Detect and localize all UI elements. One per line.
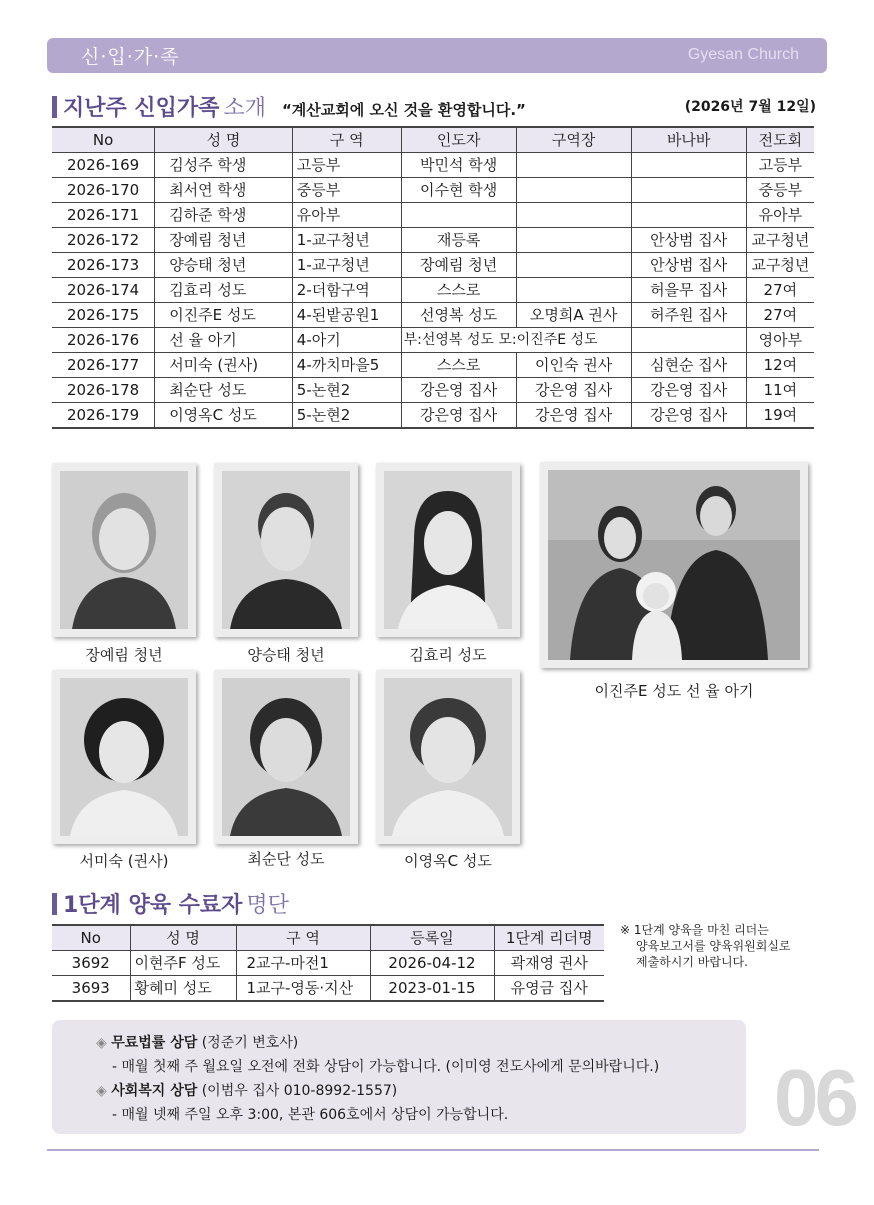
cell: 고등부 bbox=[746, 153, 814, 178]
cell: 2026-173 bbox=[52, 253, 155, 278]
cell: 2026-04-12 bbox=[370, 951, 494, 976]
portrait-photo bbox=[376, 670, 520, 844]
cell: 유아부 bbox=[746, 203, 814, 228]
family-photo-icon bbox=[548, 470, 800, 660]
photo-caption: 최순단 성도 bbox=[247, 850, 325, 868]
portrait-photo bbox=[376, 463, 520, 637]
section-label: 신·입·가·족 bbox=[81, 46, 180, 68]
cell bbox=[631, 203, 746, 228]
cell: 교구청년 bbox=[746, 253, 814, 278]
graduates-note bbox=[620, 922, 791, 970]
cell bbox=[631, 328, 746, 353]
cell: 1-교구청년 bbox=[292, 253, 401, 278]
table-row bbox=[52, 203, 814, 228]
cell: 2026-178 bbox=[52, 378, 155, 403]
cell: 최순단 성도 bbox=[155, 378, 293, 403]
note-line: 양육보고서를 양육위원회실로 bbox=[636, 939, 791, 953]
cell bbox=[401, 203, 516, 228]
cell: 2026-174 bbox=[52, 278, 155, 303]
cell: 영아부 bbox=[746, 328, 814, 353]
photo-caption: 이영옥C 성도 bbox=[404, 852, 492, 870]
cell bbox=[631, 178, 746, 203]
table-row bbox=[52, 278, 814, 303]
portrait-photo-icon bbox=[384, 678, 512, 836]
col-district: 구 역 bbox=[292, 127, 401, 153]
cell: 5-논현2 bbox=[292, 378, 401, 403]
photo-caption: 이진주E 성도 선 율 아기 bbox=[594, 682, 754, 700]
legal-detail: - 매월 첫째 주 월요일 오전에 전화 상담이 가능합니다. (이미영 전도사에게 문의바랍니다.) bbox=[112, 1059, 660, 1075]
counseling-info-box bbox=[52, 1020, 746, 1134]
col-no: No bbox=[52, 127, 155, 153]
date-note: (2026년 7월 12일) bbox=[684, 99, 816, 115]
cell: 2026-176 bbox=[52, 328, 155, 353]
cell: 오명희A 권사 bbox=[516, 303, 631, 328]
cell: 강은영 집사 bbox=[516, 378, 631, 403]
portrait-photo-icon bbox=[60, 678, 188, 836]
col-no: No bbox=[52, 925, 130, 951]
cell: 장예림 청년 bbox=[401, 253, 516, 278]
cell: 장예림 청년 bbox=[155, 228, 293, 253]
welcome-message: “계산교회에 오신 것을 환영합니다.” bbox=[281, 101, 526, 119]
cell: 강은영 집사 bbox=[401, 378, 516, 403]
cell: 11여 bbox=[746, 378, 814, 403]
cell: 3692 bbox=[52, 951, 130, 976]
cell: 이현주F 성도 bbox=[130, 951, 236, 976]
title-light: 명단 bbox=[246, 893, 289, 918]
diamond-bullet-icon: ◈ bbox=[96, 1083, 107, 1099]
col-mission: 전도회 bbox=[746, 127, 814, 153]
portrait-photo-icon bbox=[222, 471, 350, 629]
family-photo bbox=[540, 462, 808, 668]
cell: 2023-01-15 bbox=[370, 976, 494, 1002]
cell: 선영복 성도 bbox=[401, 303, 516, 328]
cell: 고등부 bbox=[292, 153, 401, 178]
photo-caption: 서미숙 (권사) bbox=[79, 852, 169, 870]
cell: 4-된밭공원1 bbox=[292, 303, 401, 328]
church-name: Gyesan Church bbox=[687, 46, 799, 63]
cell: 안상범 집사 bbox=[631, 228, 746, 253]
cell: 2026-172 bbox=[52, 228, 155, 253]
cell: 2026-179 bbox=[52, 403, 155, 429]
new-members-table bbox=[52, 126, 814, 429]
welfare-title: 사회복지 상담 bbox=[111, 1083, 198, 1099]
cell: 선 율 아기 bbox=[155, 328, 293, 353]
title-bar bbox=[52, 96, 57, 118]
table-row bbox=[52, 976, 604, 1002]
cell: 최서연 학생 bbox=[155, 178, 293, 203]
cell: 19여 bbox=[746, 403, 814, 429]
cell: 교구청년 bbox=[746, 228, 814, 253]
cell: 허주원 집사 bbox=[631, 303, 746, 328]
cell: 3693 bbox=[52, 976, 130, 1002]
note-line: 제출하시기 바랍니다. bbox=[636, 955, 748, 969]
cell: 중등부 bbox=[292, 178, 401, 203]
cell bbox=[516, 278, 631, 303]
table-header-row bbox=[52, 127, 814, 153]
cell: 양승태 청년 bbox=[155, 253, 293, 278]
cell: 2026-169 bbox=[52, 153, 155, 178]
table-row bbox=[52, 378, 814, 403]
bottom-rule bbox=[47, 1149, 819, 1151]
portrait-photo bbox=[52, 670, 196, 844]
portrait-photo-icon bbox=[384, 471, 512, 629]
col-district: 구 역 bbox=[236, 925, 370, 951]
cell: 박민석 학생 bbox=[401, 153, 516, 178]
graduates-title bbox=[52, 888, 289, 919]
diamond-bullet-icon: ◈ bbox=[96, 1035, 107, 1051]
cell: 1교구-영동·지산 bbox=[236, 976, 370, 1002]
cell: 12여 bbox=[746, 353, 814, 378]
legal-title: 무료법률 상담 bbox=[111, 1035, 198, 1051]
cell: 스스로 bbox=[401, 353, 516, 378]
col-barnabas: 바나바 bbox=[631, 127, 746, 153]
photo-caption: 김효리 성도 bbox=[409, 646, 487, 664]
portrait-photo-icon bbox=[60, 471, 188, 629]
cell: 김효리 성도 bbox=[155, 278, 293, 303]
photo-caption: 장예림 청년 bbox=[85, 646, 163, 664]
cell: 5-논현2 bbox=[292, 403, 401, 429]
welfare-person: (이범우 집사 010-8992-1557) bbox=[197, 1083, 398, 1099]
table-row bbox=[52, 153, 814, 178]
portrait-photo-icon bbox=[222, 678, 350, 836]
cell: 4-까치마을5 bbox=[292, 353, 401, 378]
cell bbox=[516, 178, 631, 203]
col-leader: 구역장 bbox=[516, 127, 631, 153]
cell: 서미숙 (권사) bbox=[155, 353, 293, 378]
header-bar bbox=[47, 38, 827, 73]
page-number: 06 bbox=[774, 1053, 855, 1142]
cell: 27여 bbox=[746, 303, 814, 328]
cell: 김성주 학생 bbox=[155, 153, 293, 178]
title-light: 소개 bbox=[223, 96, 266, 121]
legal-person: (정준기 변호사) bbox=[197, 1035, 299, 1051]
cell: 강은영 집사 bbox=[631, 403, 746, 429]
cell: 이인숙 권사 bbox=[516, 353, 631, 378]
cell: 강은영 집사 bbox=[516, 403, 631, 429]
cell bbox=[516, 228, 631, 253]
cell: 안상범 집사 bbox=[631, 253, 746, 278]
cell: 김하준 학생 bbox=[155, 203, 293, 228]
cell: 재등록 bbox=[401, 228, 516, 253]
cell: 심현순 집사 bbox=[631, 353, 746, 378]
col-name: 성 명 bbox=[130, 925, 236, 951]
cell: 2026-177 bbox=[52, 353, 155, 378]
cell: 1-교구청년 bbox=[292, 228, 401, 253]
cell: 2026-171 bbox=[52, 203, 155, 228]
title-bar bbox=[52, 893, 57, 915]
cell: 이영옥C 성도 bbox=[155, 403, 293, 429]
col-registered: 등록일 bbox=[370, 925, 494, 951]
cell bbox=[516, 203, 631, 228]
col-leader: 1단계 리더명 bbox=[494, 925, 604, 951]
cell: 이진주E 성도 bbox=[155, 303, 293, 328]
title-bold: 지난주 신입가족 bbox=[63, 96, 220, 121]
table-row bbox=[52, 403, 814, 429]
col-guide: 인도자 bbox=[401, 127, 516, 153]
cell: 곽재영 권사 bbox=[494, 951, 604, 976]
cell bbox=[516, 153, 631, 178]
table-row bbox=[52, 951, 604, 976]
table-header-row bbox=[52, 925, 604, 951]
cell: 유영금 집사 bbox=[494, 976, 604, 1002]
cell: 스스로 bbox=[401, 278, 516, 303]
cell: 2026-170 bbox=[52, 178, 155, 203]
table-row bbox=[52, 178, 814, 203]
cell: 이수현 학생 bbox=[401, 178, 516, 203]
table-row bbox=[52, 353, 814, 378]
cell: 강은영 집사 bbox=[401, 403, 516, 429]
welfare-detail: - 매월 넷째 주일 오후 3:00, 본관 606호에서 상담이 가능합니다. bbox=[112, 1107, 509, 1123]
cell: 2교구-마전1 bbox=[236, 951, 370, 976]
col-name: 성 명 bbox=[155, 127, 293, 153]
table-row bbox=[52, 303, 814, 328]
cell: 27여 bbox=[746, 278, 814, 303]
cell-parents: 부:선영복 성도 모:이진주E 성도 bbox=[401, 328, 631, 353]
portrait-photo bbox=[214, 670, 358, 844]
graduates-table bbox=[52, 924, 604, 1002]
cell: 황혜미 성도 bbox=[130, 976, 236, 1002]
cell: 2026-175 bbox=[52, 303, 155, 328]
cell: 유아부 bbox=[292, 203, 401, 228]
cell: 강은영 집사 bbox=[631, 378, 746, 403]
title-bold: 1단계 양육 수료자 bbox=[63, 893, 243, 918]
portrait-photo bbox=[214, 463, 358, 637]
portrait-photo bbox=[52, 463, 196, 637]
new-members-title bbox=[52, 91, 526, 122]
cell bbox=[631, 153, 746, 178]
cell: 4-아기 bbox=[292, 328, 401, 353]
welfare-counsel-line bbox=[96, 1080, 397, 1100]
table-row bbox=[52, 228, 814, 253]
note-line: ※ 1단계 양육을 마친 리더는 bbox=[620, 923, 769, 937]
cell bbox=[516, 253, 631, 278]
table-row bbox=[52, 328, 814, 353]
legal-counsel-line bbox=[96, 1032, 298, 1052]
cell: 2-더함구역 bbox=[292, 278, 401, 303]
photo-caption: 양승태 청년 bbox=[247, 646, 325, 664]
cell: 허을무 집사 bbox=[631, 278, 746, 303]
cell: 중등부 bbox=[746, 178, 814, 203]
table-row bbox=[52, 253, 814, 278]
